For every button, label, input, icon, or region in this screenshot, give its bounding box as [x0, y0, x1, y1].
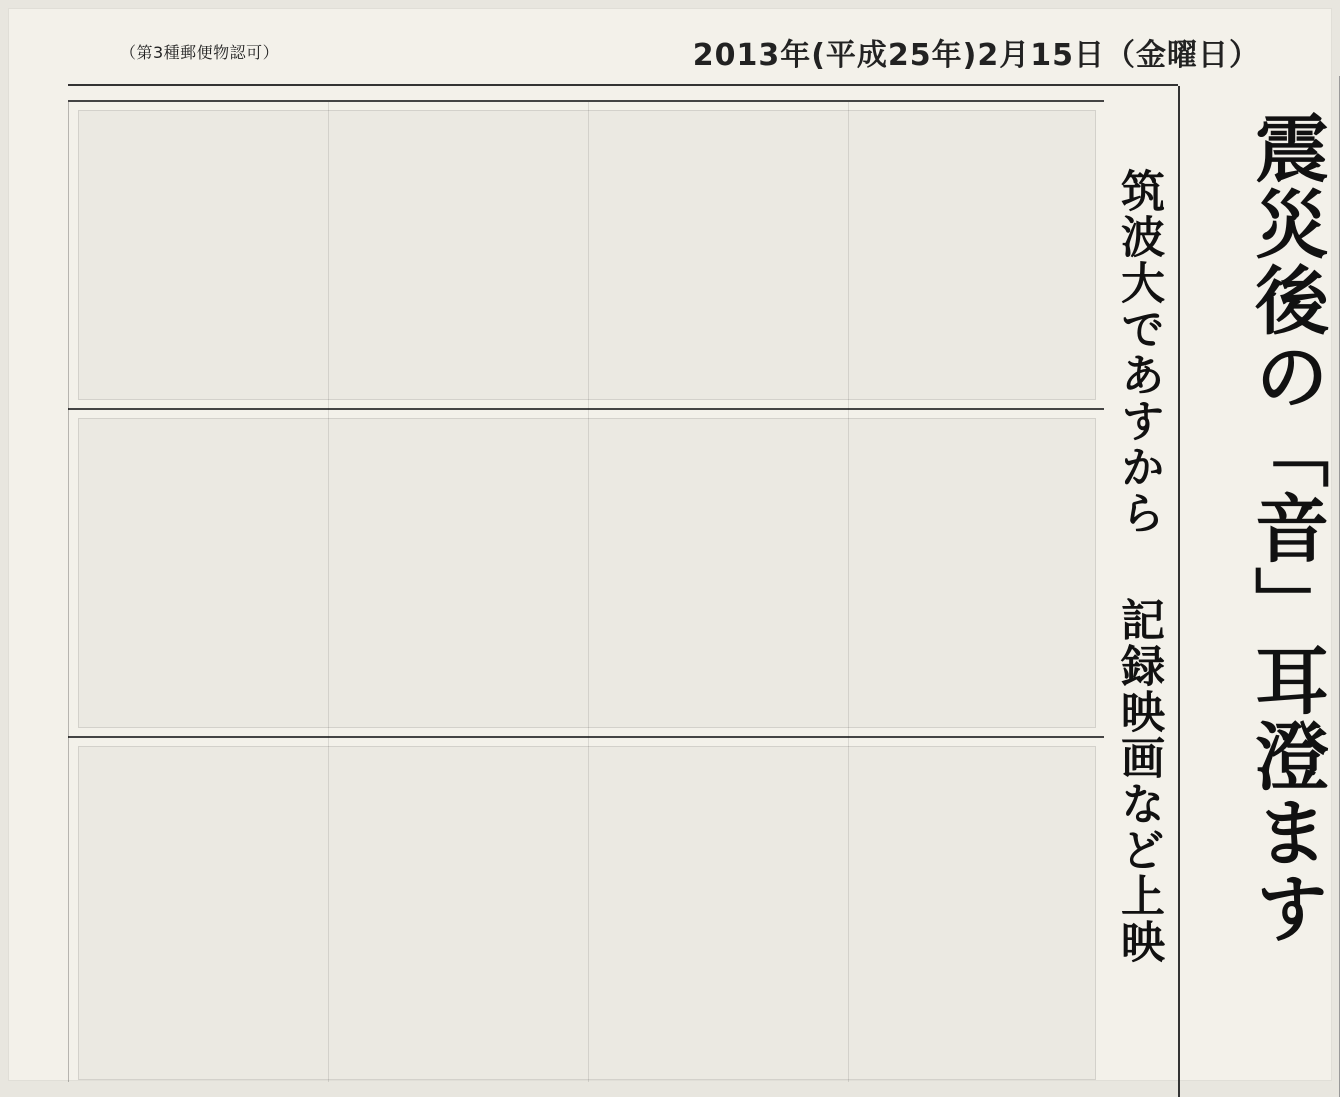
article-text-block-middle: [78, 418, 1096, 728]
subhead-line-2: 記録映画など上映: [1113, 596, 1164, 965]
publication-date: 2013年(平成25年)2月15日（金曜日）: [692, 38, 1260, 73]
section-divider-2: [68, 736, 1104, 738]
article-text-block-top: [78, 110, 1096, 400]
masthead-rule: [68, 84, 1178, 86]
article-text-block-bottom: [78, 746, 1096, 1080]
headline-divider: [1178, 86, 1180, 1097]
section-divider-1: [68, 408, 1104, 410]
article-headline: 震災後の「音」耳澄ます: [1243, 110, 1329, 946]
subhead-line-1: 筑波大であすから: [1113, 168, 1164, 536]
body-top-rule: [68, 100, 1104, 102]
postal-permit-note: （第3種郵便物認可）: [120, 43, 280, 62]
masthead: [100, 30, 1260, 78]
newspaper-clipping: [8, 8, 1332, 1081]
body-left-edge: [68, 102, 69, 1082]
article-body: [68, 96, 1104, 1086]
article-subhead: [1100, 168, 1164, 1048]
subhead-gap: [1138, 553, 1139, 579]
